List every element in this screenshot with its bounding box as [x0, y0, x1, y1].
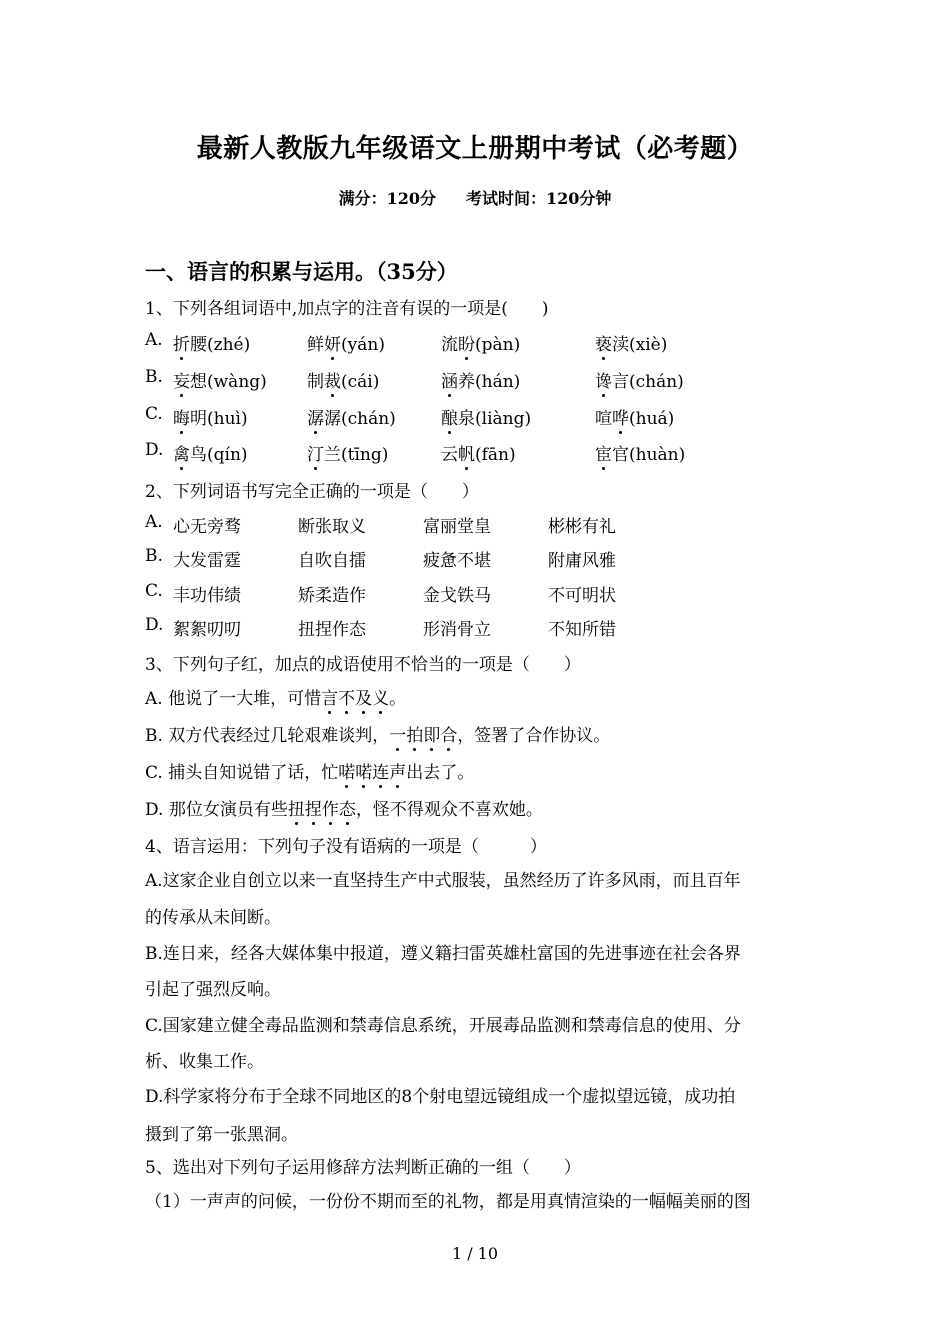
- word-text: 官(huàn): [612, 445, 686, 465]
- option-row: [145, 367, 845, 392]
- option-word: [173, 404, 248, 429]
- word-text: 渎(xiè): [612, 335, 668, 355]
- option-label: C.: [145, 581, 163, 601]
- exam-time: 考试时间：120分钟: [466, 189, 612, 208]
- dotted-char: 喏: [338, 758, 355, 783]
- full-score: 满分：120分: [338, 189, 436, 208]
- word-text: 喧: [595, 409, 612, 429]
- option-line: C.国家建立健全毒品监测和禁毒信息系统，开展毒品监测和禁毒信息的使用、分: [145, 1016, 741, 1036]
- option-label: C.: [145, 404, 163, 424]
- dotted-char: 连: [372, 758, 389, 783]
- option-text: ，签署了合作协议。: [457, 726, 611, 746]
- dotted-char: 涵: [441, 367, 458, 392]
- dotted-char: 宦: [595, 440, 612, 465]
- dotted-char: 汀: [307, 440, 324, 465]
- option-row: [145, 330, 845, 355]
- option-row: [145, 404, 845, 429]
- word-text: 云: [441, 445, 458, 465]
- option-line: 引起了强烈反响。: [145, 980, 281, 1000]
- section-heading: 一、语言的积累与运用。（35分）: [145, 259, 458, 284]
- option-word: 疲惫不堪: [423, 551, 491, 571]
- word-text: 腰(zhé): [190, 335, 251, 355]
- question-4-stem: 4、语言运用：下列句子没有语病的一项是（ ）: [145, 837, 547, 857]
- option-line: [145, 758, 474, 783]
- option-word: [441, 330, 520, 355]
- option-word: [307, 330, 385, 355]
- dotted-char: 态: [339, 795, 356, 820]
- dotted-char: 晦: [173, 404, 190, 429]
- option-word: 心无旁骛: [173, 517, 241, 537]
- option-word: [595, 367, 684, 392]
- option-word: 金戈铁马: [423, 586, 491, 606]
- option-word: 扭捏作态: [298, 620, 366, 640]
- dotted-char: 扭: [288, 795, 305, 820]
- dotted-char: 潺: [307, 404, 324, 429]
- dotted-char: 盼: [458, 330, 475, 355]
- dotted-char: 合: [440, 721, 457, 746]
- option-label: D.: [145, 615, 164, 635]
- word-text: 流: [441, 335, 458, 355]
- option-word: 大发雷霆: [173, 551, 241, 571]
- option-line: 的传承从未间断。: [145, 908, 281, 928]
- question-2-stem: 2、下列词语书写完全正确的一项是（ ）: [145, 482, 479, 502]
- option-word: 彬彬有礼: [548, 517, 616, 537]
- dotted-char: 禽: [173, 440, 190, 465]
- dotted-char: 酿: [441, 404, 458, 429]
- dotted-char: 拍: [406, 721, 423, 746]
- option-label: B.: [145, 546, 163, 566]
- dotted-char: 声: [389, 758, 406, 783]
- word-text: 潺(chán): [324, 409, 396, 429]
- option-word: 断张取义: [298, 517, 366, 537]
- option-text: 。: [389, 689, 407, 709]
- word-text: 想(wàng): [190, 372, 267, 392]
- dotted-char: 喏: [355, 758, 372, 783]
- option-word: [595, 440, 685, 465]
- dotted-char: 作: [322, 795, 339, 820]
- question-5-stem: 5、选出对下列句子运用修辞方法判断正确的一组（ ）: [145, 1158, 581, 1178]
- option-word: [595, 404, 674, 429]
- option-line: [145, 795, 543, 820]
- question-5-line: （1）一声声的问候，一份份不期而至的礼物，都是用真情渲染的一幅幅美丽的图: [145, 1192, 751, 1212]
- option-word: [173, 440, 248, 465]
- word-text: 泉(liàng): [458, 409, 532, 429]
- option-label: B.: [145, 367, 163, 387]
- option-text: C. 捕头自知说错了话，忙: [145, 763, 339, 783]
- option-line: 析、收集工作。: [145, 1052, 264, 1072]
- word-text: 鲜: [307, 335, 324, 355]
- option-row: [145, 546, 845, 571]
- dotted-char: 折: [173, 330, 190, 355]
- question-1-stem: 1、下列各组词语中,加点字的注音有误的一项是( ): [145, 299, 549, 319]
- option-line: [145, 721, 610, 746]
- option-line: 摄到了第一张黑洞。: [145, 1125, 298, 1145]
- option-word: [173, 367, 267, 392]
- option-row: [145, 512, 845, 537]
- dotted-char: 及: [355, 684, 372, 709]
- word-text: (yán): [341, 335, 385, 355]
- word-text: 兰(tīng): [324, 445, 389, 465]
- option-row: [145, 581, 845, 606]
- option-line: [145, 684, 406, 709]
- word-text: (cái): [341, 372, 380, 392]
- option-line: B.连日来，经各大媒体集中报道，遵义籍扫雷英雄杜富国的先进事迹在社会各界: [145, 944, 741, 964]
- option-word: [307, 404, 396, 429]
- option-word: [307, 367, 379, 392]
- option-line: A.这家企业自创立以来一直坚持生产中式服装，虽然经历了许多风雨，而且百年: [145, 871, 741, 891]
- dotted-char: 帆: [458, 440, 475, 465]
- option-word: [441, 367, 520, 392]
- dotted-char: 一: [389, 721, 406, 746]
- option-word: [173, 330, 250, 355]
- dotted-char: 谗: [595, 367, 612, 392]
- dotted-char: 即: [423, 721, 440, 746]
- word-text: 鸟(qín): [190, 445, 248, 465]
- option-label: A.: [145, 512, 163, 532]
- option-word: [441, 404, 531, 429]
- option-label: A.: [145, 330, 163, 350]
- word-text: 养(hán): [458, 372, 521, 392]
- word-text: 明(huì): [190, 409, 248, 429]
- word-text: (pàn): [475, 335, 521, 355]
- dotted-char: 不: [338, 684, 355, 709]
- dotted-char: 捏: [305, 795, 322, 820]
- option-row: [145, 615, 845, 640]
- option-text: A. 他说了一大堆，可惜: [145, 689, 322, 709]
- option-word: 不知所错: [548, 620, 616, 640]
- page-number: 1 / 10: [451, 1244, 499, 1263]
- option-text: D. 那位女演员有些: [145, 800, 288, 820]
- option-word: 富丽堂皇: [423, 517, 491, 537]
- question-3-stem: 3、下列句子红，加点的成语使用不恰当的一项是（ ）: [145, 655, 581, 675]
- dotted-char: 裁: [324, 367, 341, 392]
- option-label: D.: [145, 440, 164, 460]
- dotted-char: 哗: [612, 404, 629, 429]
- dotted-char: 妍: [324, 330, 341, 355]
- option-word: 形消骨立: [423, 620, 491, 640]
- dotted-char: 义: [372, 684, 389, 709]
- exam-title: 最新人教版九年级语文上册期中考试（必考题）: [196, 134, 754, 164]
- option-word: 矫柔造作: [298, 586, 366, 606]
- option-word: [441, 440, 516, 465]
- option-row: [145, 440, 845, 465]
- option-word: 不可明状: [548, 586, 616, 606]
- word-text: (huá): [629, 409, 675, 429]
- option-text: ，怪不得观众不喜欢她。: [355, 800, 543, 820]
- word-text: (fān): [475, 445, 516, 465]
- dotted-char: 妄: [173, 367, 190, 392]
- option-word: 附庸风雅: [548, 551, 616, 571]
- option-text: 出去了。: [406, 763, 475, 783]
- option-word: [595, 330, 667, 355]
- word-text: 制: [307, 372, 324, 392]
- option-word: 絮絮叨叨: [173, 620, 241, 640]
- option-word: 丰功伟绩: [173, 586, 241, 606]
- option-line: D.科学家将分布于全球不同地区的8个射电望远镜组成一个虚拟望远镜，成功拍: [145, 1087, 736, 1107]
- option-word: [307, 440, 388, 465]
- word-text: 言(chán): [612, 372, 684, 392]
- exam-subtitle: [0, 186, 950, 209]
- dotted-char: 亵: [595, 330, 612, 355]
- dotted-char: 言: [321, 684, 338, 709]
- option-word: 自吹自擂: [298, 551, 366, 571]
- option-text: B. 双方代表经过几轮艰难谈判，: [145, 726, 390, 746]
